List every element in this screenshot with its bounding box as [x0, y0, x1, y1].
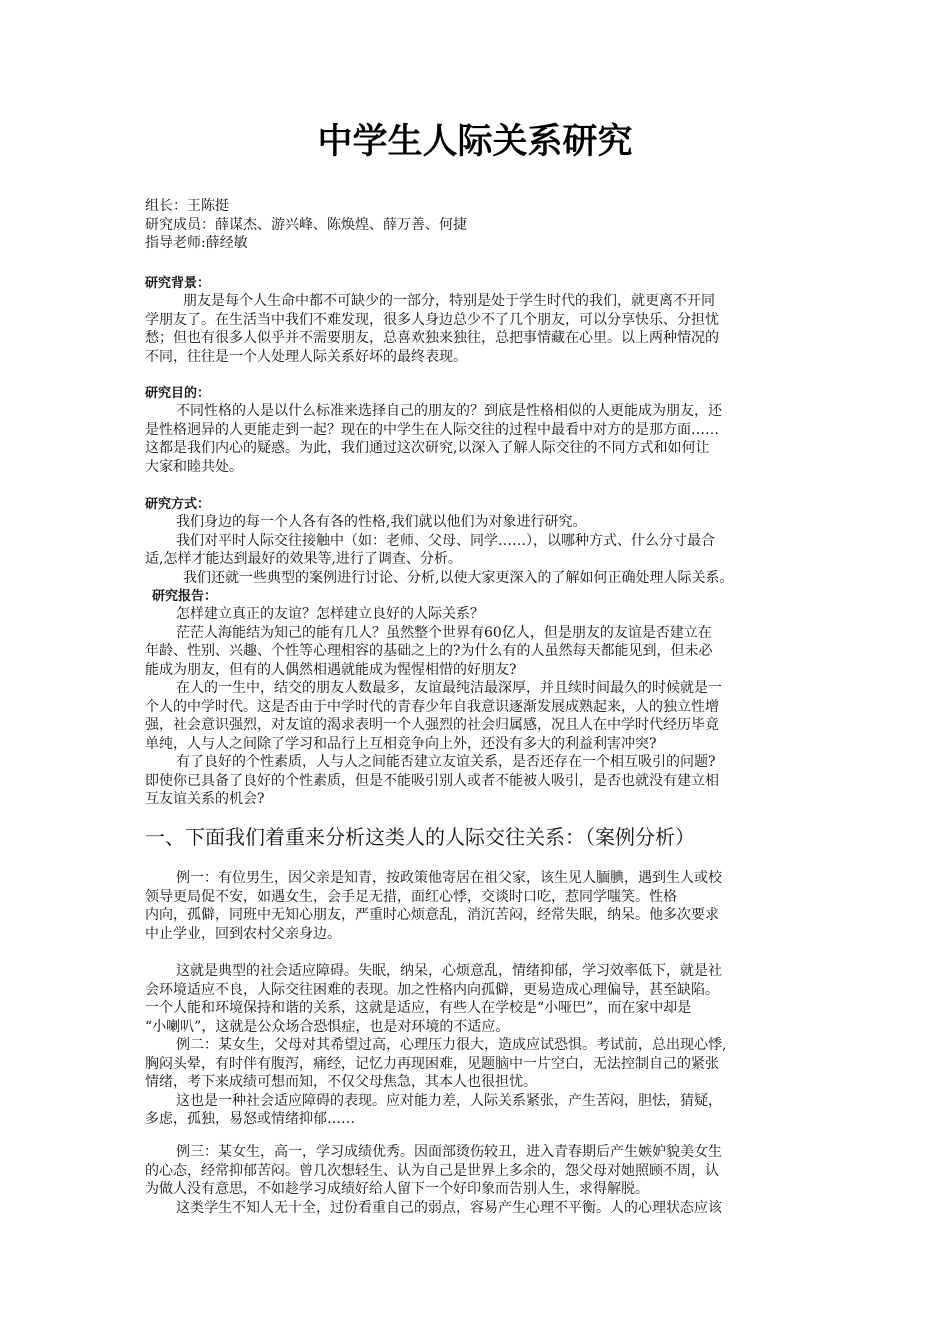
text-line: 我们对平时人际交往接触中（如：老师、父母、同学……），以哪种方式、什么分寸最合 [176, 532, 715, 549]
text-line: 愁；但也有很多人似乎并不需要朋友，总喜欢独来独往，总把事情藏在心里。以上两种情况的 [145, 330, 719, 346]
text-line: 怎样建立真正的友谊？怎样建立良好的人际关系？ [176, 606, 484, 622]
text-line: 朋友是每个人生命中都不可缺少的一部分，特别是处于学生时代的我们，就更离不开同 [183, 293, 715, 309]
text-line: 例一：有位男生，因父亲是知青，按政策他寄居在祖父家，该生见人腼腆，遇到生人或校 [176, 870, 722, 886]
text-line: 的心态，经常抑郁苦闷。曾几次想轻生、认为自己是世界上多余的，怨父母对她照顾不周，认 [145, 1162, 719, 1179]
text-line: 茫茫人海能结为知己的能有几人？虽然整个世界有60亿人，但是朋友的友谊是否建立在 [176, 624, 712, 641]
text-line: 即使你已具备了良好的个性素质，但是不能吸引别人或者不能被人吸引，是否也就没有建立相 [145, 772, 719, 789]
analysis-paragraph [145, 962, 805, 1129]
purpose-heading: 研究目的： [145, 386, 211, 401]
text-line: 中止学业，回到农村父亲身边。 [145, 925, 341, 942]
text-line: 这也是一种社会适应障碍的表现。应对能力差，人际关系紧张，产生苦闷，胆怯，猜疑， [176, 1092, 722, 1109]
text-line: 不同，往往是一个人处理人际关系好坏的最终表现。 [145, 348, 467, 365]
text-line: 能成为朋友，但有的人偶然相遇就能成为惺惺相惜的好朋友? [145, 661, 517, 678]
method-heading: 研究方式： [145, 497, 211, 512]
text-line: 多虑，孤独，易怒或情绪抑郁…… [145, 1111, 355, 1127]
text-line: 互友谊关系的机会? [145, 791, 265, 807]
text-line: 情绪，考下来成绩可想而知，不仅父母焦急，其本人也很担忧。 [145, 1074, 537, 1090]
text-line: 领导更局促不安，如遇女生，会手足无措，面红心悸，交谈时口吃，惹同学嗤笑。性格 [145, 888, 677, 905]
background-heading: 研究背景： [145, 276, 211, 291]
case-3-paragraph [145, 1143, 805, 1217]
text-line: 是性格迥异的人更能走到一起？现在的中学生在人际交往的过程中最看中对方的是那方面…… [145, 421, 719, 438]
text-line: 这类学生不知人无十全，过份看重自己的弱点，容易产生心理不平衡。人的心理状态应该 [176, 1199, 722, 1216]
text-line: 学朋友了。在生活当中我们不难发现，很多人身边总少不了几个朋友，可以分享快乐、分担忧 [145, 311, 719, 328]
advisor-line: 指导老师:薛经敏 [145, 235, 248, 251]
text-line: 为做人没有意思，不如趁学习成绩好给人留下一个好印象而告别人生，求得解脱。 [145, 1181, 649, 1197]
members-line: 研究成员：薛谋杰、游兴峰、陈焕煌、薛万善、何捷 [145, 216, 467, 233]
text-line: 在人的一生中，结交的朋友人数最多，友谊最纯洁最深厚，并且续时间最久的时候就是一 [176, 680, 722, 696]
text-line: 我们身边的每一个人各有各的性格,我们就以他们为对象进行研究。 [176, 514, 587, 530]
background-paragraph [145, 292, 805, 366]
report-paragraph [145, 605, 805, 809]
team-info [145, 197, 805, 253]
text-line: 这都是我们内心的疑惑。为此，我们通过这次研究,以深入了解人际交往的不同方式和如何让 [145, 440, 710, 456]
text-line: 大家和睦共处。 [145, 458, 243, 475]
text-line: 强，社会意识强烈，对友谊的渴求表明一个人强烈的社会归属感，况且人在中学时代经历毕竟 [145, 717, 719, 733]
section-heading: 一、下面我们着重来分析这类人的人际交往关系：（案例分析） [145, 825, 695, 849]
text-line: 我们还就一些典型的案例进行讨论、分析,以使大家更深入的了解如何正确处理人际关系。 [183, 569, 734, 586]
text-line: 有了良好的个性素质，人与人之间能否建立友谊关系，是否还存在一个相互吸引的问题? [176, 754, 716, 770]
report-heading: 研究报告： [152, 589, 218, 604]
text-line: 年龄、性别、兴趣、个性等心理相容的基础之上的?为什么有的人虽然每天都能见到，但未必 [145, 643, 713, 659]
text-line: 内向，孤僻，同班中无知心朋友，严重时心烦意乱，消沉苦闷，经常失眠，纳呆。他多次要求 [145, 907, 719, 923]
document-title: 中学生人际关系研究 [317, 122, 633, 162]
text-line: 例三：某女生，高一，学习成绩优秀。因面部烫伤较丑，进入青春期后产生嫉妒貌美女生 [176, 1144, 722, 1160]
text-line: 例二：某女生，父母对其希望过高，心理压力很大，造成应试恐惧。考试前，总出现心悸, [176, 1037, 727, 1053]
text-line: 会环境适应不良，人际交往困难的表现。加之性格内向孤僻，更易造成心理偏导，甚至缺陷。 [145, 981, 719, 998]
text-line: 胸闷头晕，有时伴有腹泻，痛经，记忆力再现困难，见题脑中一片空白，无法控制自己的紧张 [145, 1055, 719, 1072]
purpose-paragraph [145, 402, 805, 476]
text-line: 这就是典型的社会适应障碍。失眠，纳呆，心烦意乱，情绪抑郁，学习效率低下，就是社 [176, 963, 722, 979]
case-1-paragraph [145, 869, 805, 943]
method-paragraph [145, 513, 805, 587]
leader-line: 组长：王陈挺 [145, 198, 229, 214]
text-line: 一个人能和环境保持和谐的关系，这就是适应，有些人在学校是“小哑巴”，而在家中却是 [145, 1000, 692, 1016]
text-line: “小喇叭”，这就是公众场合恐惧症，也是对环境的不适应。 [145, 1018, 510, 1035]
text-line: 适,怎样才能达到最好的效果等,进行了调查、分析。 [145, 551, 462, 567]
text-line: 不同性格的人是以什么标准来选择自己的朋友的？到底是性格相似的人更能成为朋友，还 [176, 403, 722, 419]
text-line: 单纯，人与人之间除了学习和品行上互相竞争向上外，还没有多大的利益利害冲突? [145, 735, 657, 752]
text-line: 个人的中学时代。这是否由于中学时代的青春少年自我意识逐渐发展成熟起来，人的独立性增 [145, 698, 719, 715]
